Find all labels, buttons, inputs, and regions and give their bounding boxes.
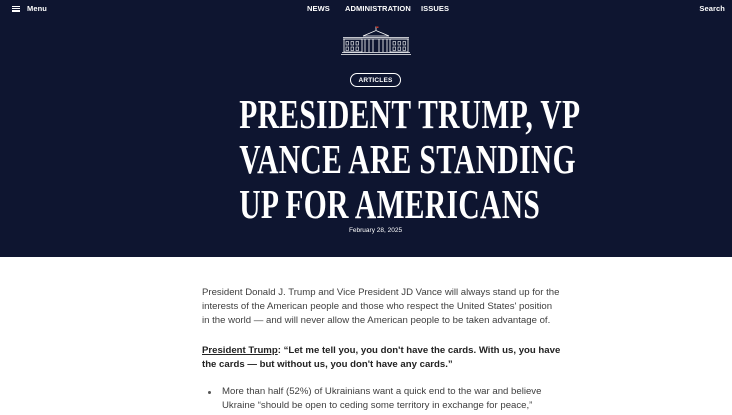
category-badge[interactable]: ARTICLES — [350, 73, 401, 87]
quote-text: : “Let me tell you, you don't have the cards. With us, you have the cards — but without us, you don't have any cards.” — [202, 344, 561, 370]
page-title — [239, 91, 581, 227]
nav-issues[interactable]: ISSUES — [421, 4, 450, 13]
nav-news[interactable]: NEWS — [307, 4, 330, 13]
menu-label: Menu — [27, 4, 47, 13]
search-button[interactable]: Search — [699, 4, 725, 13]
title-line-3: UP FOR AMERICANS — [239, 181, 541, 227]
title-line-2: VANCE ARE STANDING — [239, 136, 576, 182]
nav-administration[interactable]: ADMINISTRATION — [345, 4, 411, 13]
top-navigation-bar — [0, 0, 732, 17]
white-house-logo-icon[interactable] — [341, 26, 411, 56]
publish-date: February 28, 2025 — [348, 227, 403, 234]
intro-paragraph: President Donald J. Trump and Vice President JD Vance will always stand up for the interests of the American people and those who respect the United States' position in the world — and will never allow the American people to be taken advantage of. — [202, 287, 560, 327]
title-line-1: PRESIDENT TRUMP, VP — [239, 91, 581, 137]
list-item: More than half (52%) of Ukrainians want a quick end to the war and believe Ukraine “should be open to ceding some territory in exchange for peace,” — [222, 385, 562, 413]
menu-button[interactable] — [12, 3, 47, 14]
hamburger-icon — [12, 6, 20, 12]
main-nav — [0, 3, 732, 14]
quote-speaker-link[interactable]: President Trump — [202, 344, 278, 356]
bullet-list — [202, 385, 562, 413]
article-body — [202, 286, 562, 413]
quote-paragraph — [202, 344, 562, 372]
